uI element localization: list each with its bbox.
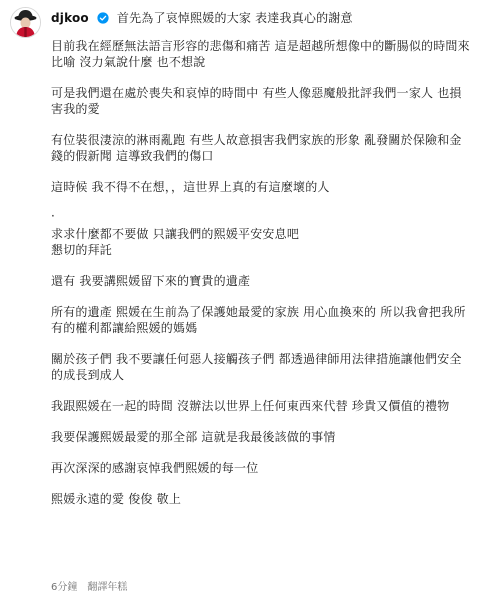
timestamp[interactable]: 6分鐘 xyxy=(51,582,78,593)
caption-paragraph-4: 這時候 我不得不在想，，這世界上真的有這麼壞的人 xyxy=(51,180,330,194)
avatar[interactable] xyxy=(10,7,41,38)
caption-paragraph-11: 再次深深的感謝哀悼我們熙媛的每一位 xyxy=(51,461,259,475)
caption-paragraph-8: 關於孩子們 我不要讓任何惡人接觸孩子們 都透過律師用法律措施讓他們安全的成長到成人 xyxy=(51,352,462,382)
caption-paragraph-5: 求求什麼都不要做 只讓我們的熙媛平安安息吧 懇切的拜託 xyxy=(51,227,300,257)
caption-paragraph-7: 所有的遺產 熙媛在生前為了保護她最愛的家族 用心血換來的 所以我會把我所有的權利都讓給熙媛的媽媽 xyxy=(51,305,466,335)
caption-dot: · xyxy=(51,209,56,223)
avatar-image xyxy=(11,8,40,37)
verified-badge-icon xyxy=(97,12,109,24)
caption-headline: 首先為了哀悼熙媛的大家 表達我真心的謝意 xyxy=(116,11,353,25)
caption-signature: 熙媛永遠的愛 俊俊 敬上 xyxy=(51,492,182,506)
caption-paragraph-6: 還有 我要講熙媛留下來的寶貴的遺產 xyxy=(51,274,251,288)
caption-paragraph-9: 我跟熙媛在一起的時間 沒辦法以世界上任何東西來代替 珍貴又價值的禮物 xyxy=(51,399,450,413)
caption-header xyxy=(51,10,471,26)
caption-paragraph-1: 目前我在經歷無法語言形容的悲傷和痛苦 這是超越所想像中的斷腸似的時間來比喻 沒力氣說什麼 也不想說 xyxy=(51,39,470,69)
post-footer xyxy=(51,578,127,593)
username-link[interactable]: djkoo xyxy=(51,11,89,25)
translate-link[interactable]: 翻譯年糕 xyxy=(87,582,128,593)
caption-body xyxy=(51,10,471,522)
caption-paragraph-10: 我要保護熙媛最愛的那全部 這就是我最後該做的事情 xyxy=(51,430,336,444)
caption-paragraph-3: 有位裝很淒涼的淋雨亂跑 有些人故意損害我們家族的形象 亂發關於保險和金錢的假新聞 這導致我們的傷口 xyxy=(51,133,462,163)
caption-paragraph-2: 可是我們還在處於喪失和哀悼的時間中 有些人像惡魔般批評我們一家人 也損害我的愛 xyxy=(51,86,462,116)
